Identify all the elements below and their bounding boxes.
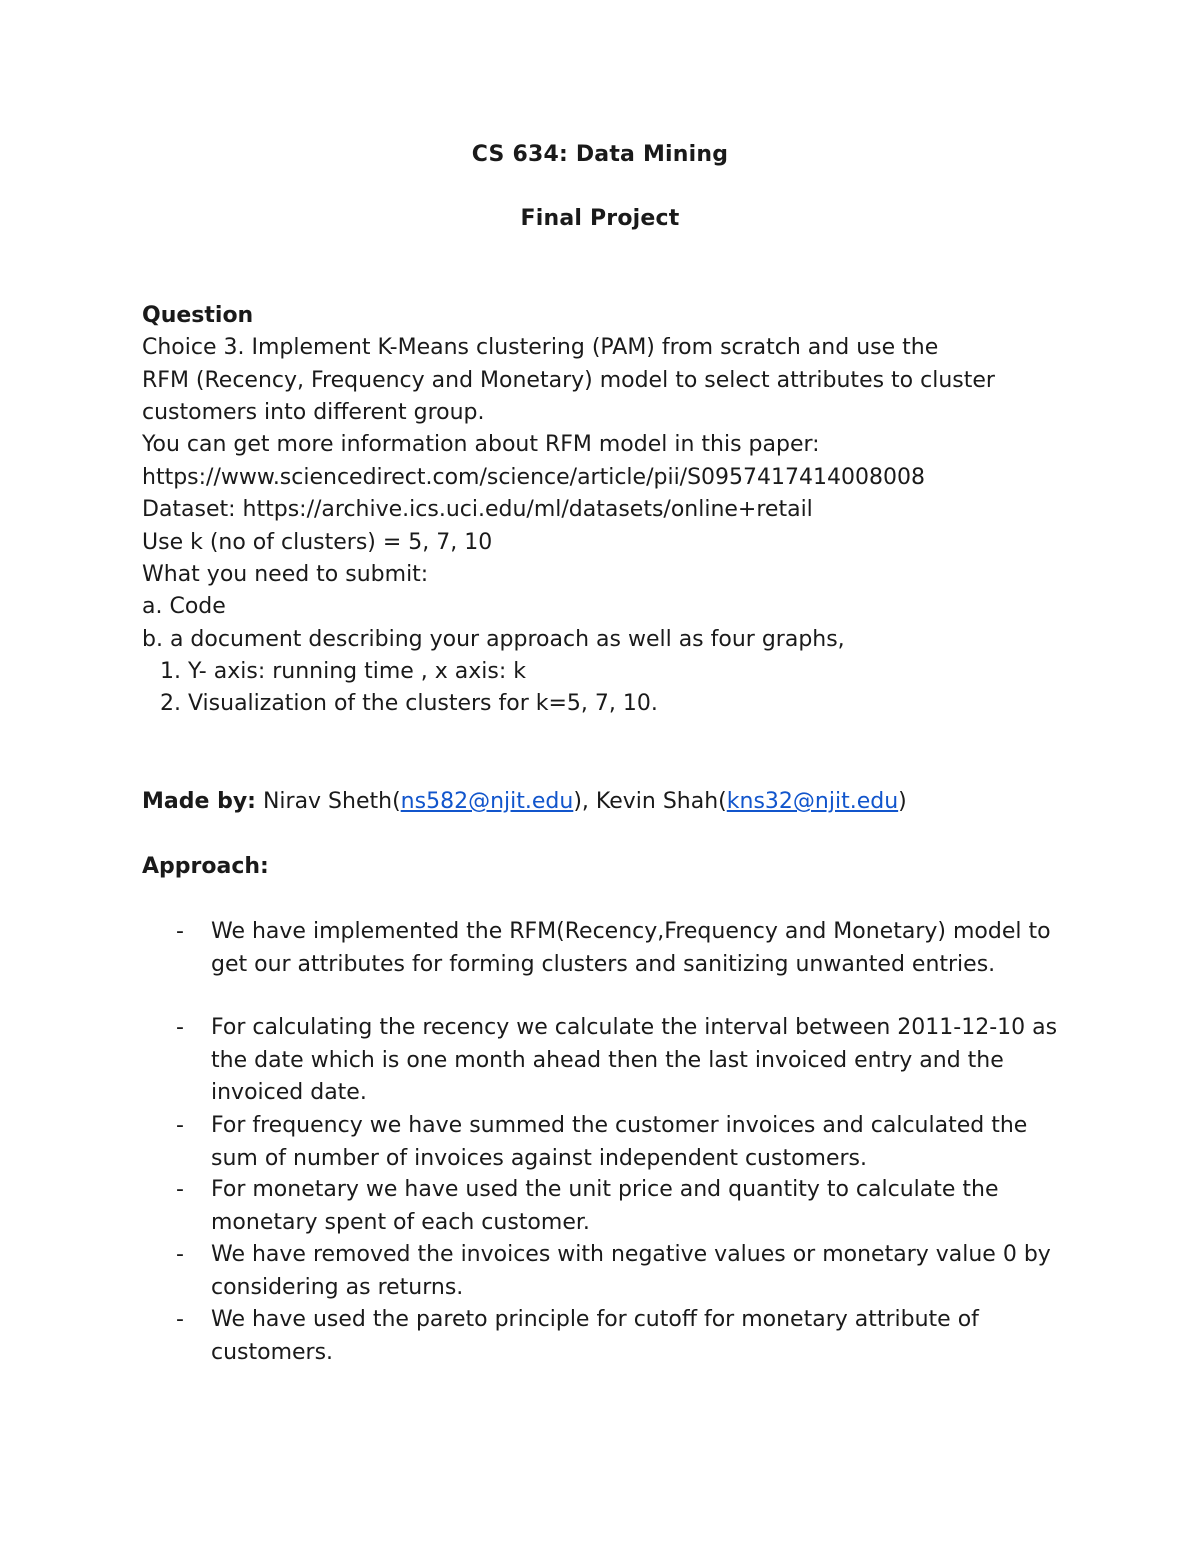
approach-heading: Approach: — [142, 854, 269, 879]
approach-bullet: We have implemented the RFM(Recency,Frequency and Monetary) model to get our attributes for forming clusters and sanitizing unwanted entries. — [211, 919, 1051, 977]
dash-bullet: - — [176, 919, 184, 944]
author-name: Kevin Shah — [595, 789, 719, 814]
question-line: a. Code — [142, 594, 226, 619]
paren: ( — [718, 789, 727, 814]
question-line: Choice 3. Implement K-Means clustering (PAM) from scratch and use the — [142, 335, 939, 360]
question-line: Use k (no of clusters) = 5, 7, 10 — [142, 530, 493, 555]
authors-label: Made by: — [142, 789, 256, 814]
numbered-item: 1. Y- axis: running time , x axis: k — [160, 659, 527, 684]
dash-bullet: - — [176, 1177, 184, 1202]
approach-bullet: We have removed the invoices with negative values or monetary value 0 by considering as returns. — [211, 1242, 1051, 1300]
email-link[interactable]: ns582@njit.edu — [400, 789, 574, 814]
question-heading: Question — [142, 303, 254, 328]
paren: ( — [392, 789, 401, 814]
approach-bullet: We have used the pareto principle for cutoff for monetary attribute of customers. — [211, 1307, 979, 1365]
paper-url: https://www.sciencedirect.com/science/article/pii/S0957417414008008 — [142, 465, 926, 490]
approach-bullet: For frequency we have summed the customer invoices and calculated the sum of number of invoices against independent customers. — [211, 1113, 1028, 1171]
question-line: You can get more information about RFM model in this paper: — [142, 432, 820, 457]
document-subtitle: Final Project — [520, 206, 680, 231]
dash-bullet: - — [176, 1307, 184, 1332]
question-line: b. a document describing your approach as well as four graphs, — [142, 627, 845, 652]
approach-bullet: For monetary we have used the unit price and quantity to calculate the monetary spent of each customer. — [211, 1177, 999, 1235]
question-line: RFM (Recency, Frequency and Monetary) model to select attributes to cluster — [142, 368, 995, 393]
dataset-line: Dataset: https://archive.ics.uci.edu/ml/datasets/online+retail — [142, 497, 813, 522]
question-line: What you need to submit: — [142, 562, 429, 587]
numbered-item: 2. Visualization of the clusters for k=5, 7, 10. — [160, 691, 658, 716]
dash-bullet: - — [176, 1113, 184, 1138]
approach-bullet: For calculating the recency we calculate the interval between 2011-12-10 as the date which is one month ahead then the last invoiced entry and the invoiced date. — [211, 1015, 1058, 1105]
dash-bullet: - — [176, 1015, 184, 1040]
email-link[interactable]: kns32@njit.edu — [726, 789, 899, 814]
paren: ) — [898, 789, 907, 814]
document-title: CS 634: Data Mining — [471, 142, 729, 167]
separator: ), — [573, 789, 596, 814]
question-line: customers into different group. — [142, 400, 485, 425]
authors-line — [142, 786, 907, 818]
dash-bullet: - — [176, 1242, 184, 1267]
author-name: Nirav Sheth — [262, 789, 393, 814]
